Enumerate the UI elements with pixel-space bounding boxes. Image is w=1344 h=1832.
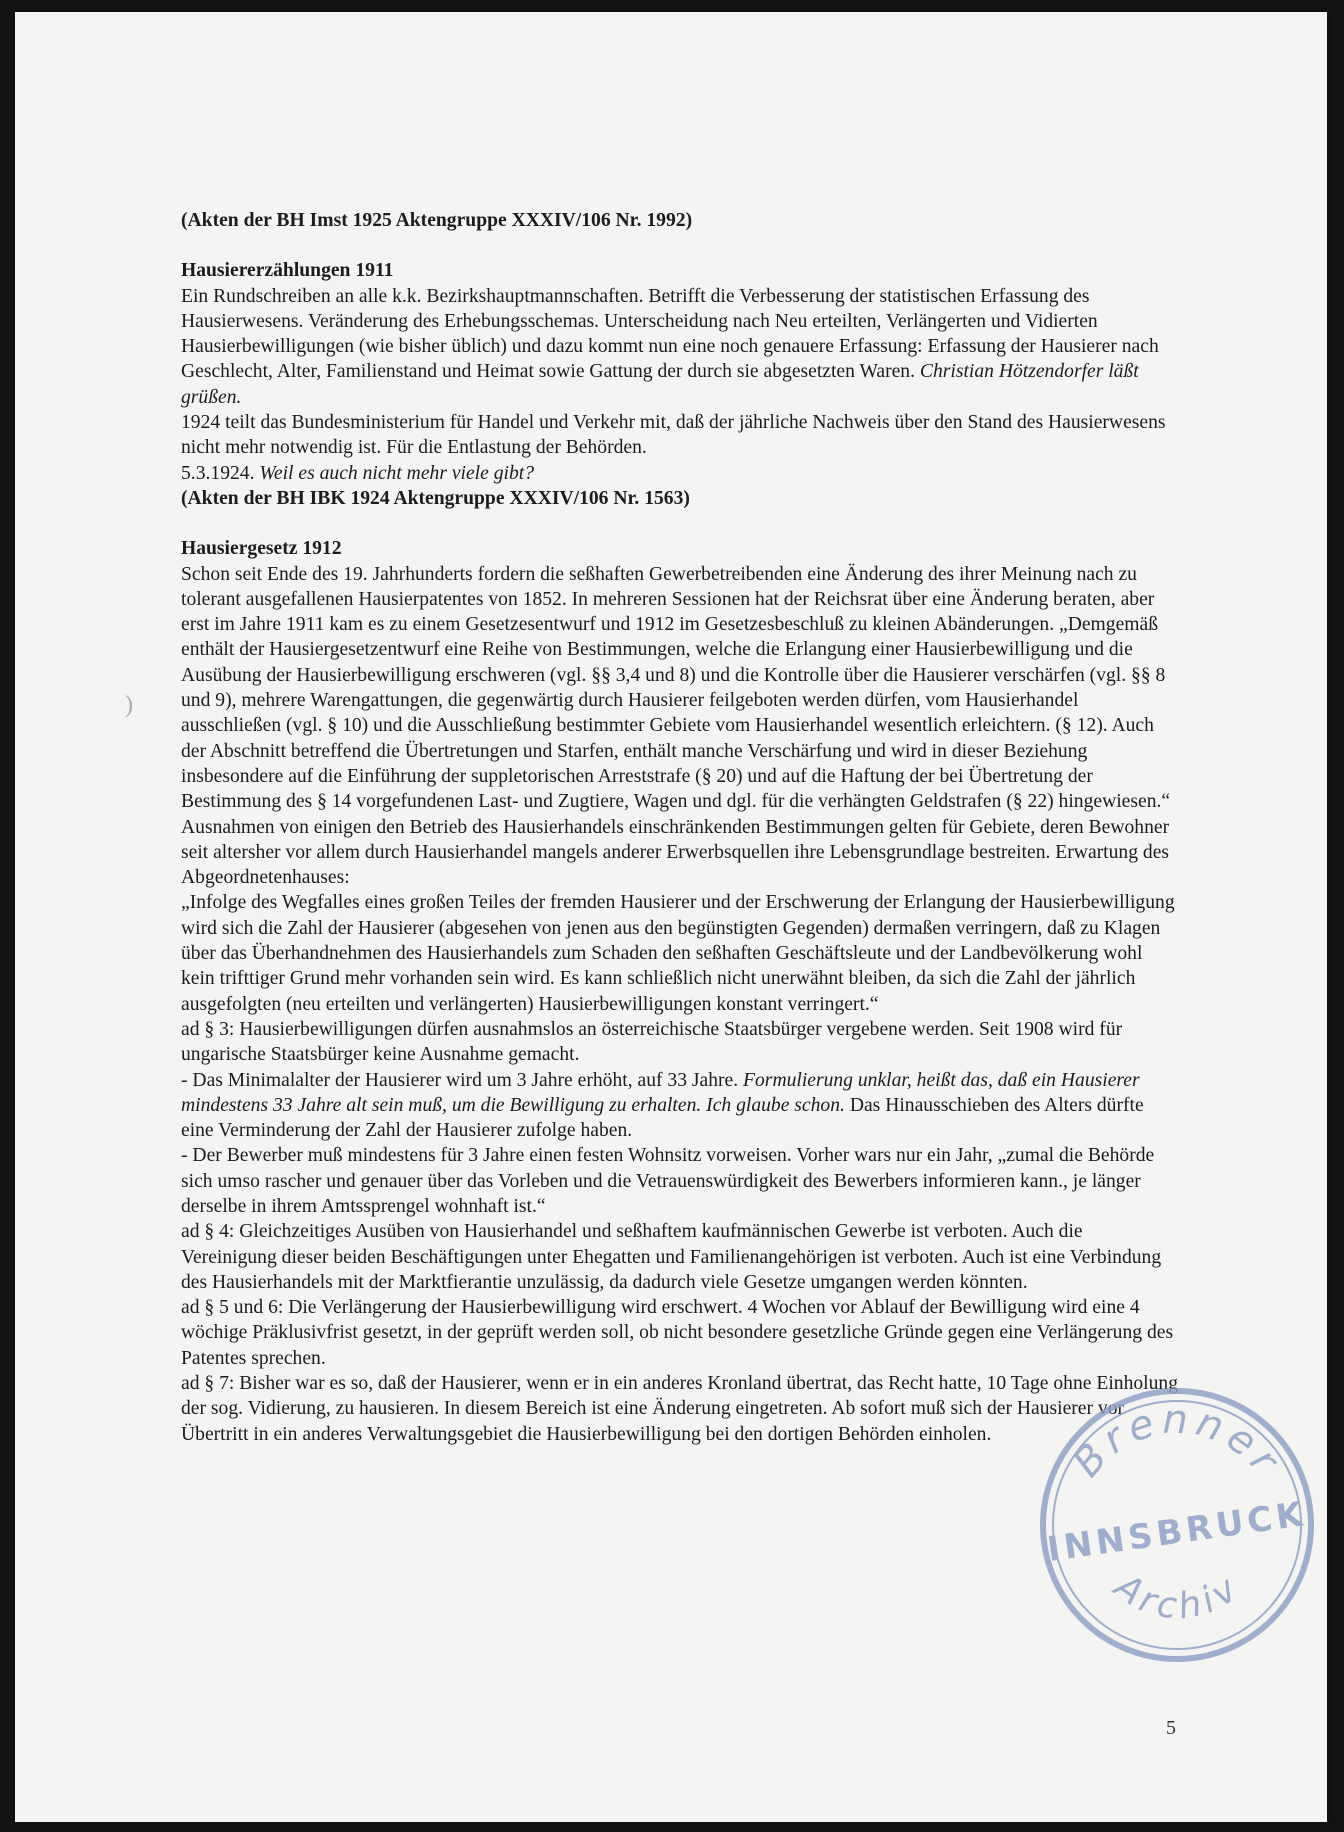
minimalalter-comment: Formulierung unklar, heißt das, daß ein Hausierer mindestens 33 Jahre alt sein muß, um die Bewilligung zu erhalten. Ich glaube schon. [181, 1069, 1140, 1116]
paragraph-wohnsitz: - Der Bewerber muß mindestens für 3 Jahre einen festen Wohnsitz vorweisen. Vorher wars nur ein Jahr, „zumal die Behörde sich umso rascher und genauer über das Vorleben und die Vetrauenswürdigkeit des Bewerbers informieren kann., je länger derselbe in ihrem Amtssprengel wohnhaft ist.“ [181, 1145, 1155, 1217]
paragraph-1924: 1924 teilt das Bundesministerium für Handel und Verkehr mit, daß der jährliche Nachweis über den Stand des Hausierwesens nicht mehr notwendig ist. Für die Entlastung der Behörden. [181, 412, 1166, 459]
document-body [181, 208, 1181, 1447]
paragraph-ad-3: ad § 3: Hausierbewilligungen dürfen ausnahmslos an österreichische Staatsbürger vergebene werden. Seit 1908 wird für ungarische Staatsbürger keine Ausnahme gemacht. [181, 1018, 1123, 1066]
paragraph-ad-4: ad § 4: Gleichzeitiges Ausüben von Hausierhandel und seßhaftem kaufmännischen Gewerbe ist verboten. Auch die Vereinigung dieser beiden Beschäftigungen unter Ehegatten und Familienangehörigen ist verboten. Auch ist eine Verbindung des Hausierhandels mit der Marktfierantie unzulässig, da dadurch viele Gesetze umgangen werden könnten. [181, 1221, 1162, 1293]
paragraph-hausiergesetz-intro: Schon seit Ende des 19. Jahrhunderts fordern die seßhaften Gewerbetreibenden eine Änderung des ihrer Meinung nach zu tolerant ausgefallenen Hausierpatentes von 1852. In mehreren Sessionen hat der Reichsrat über eine Änderung beraten, aber erst im Jahre 1911 kam es zu einem Gesetzesentwurf und 1912 im Gesetzesbeschluß zu kleinen Abänderungen. „Demgemäß enthält der Hausiergesetzentwurf eine Reihe von Bestimmungen, welche die Erlangung einer Hausierbewilligung und die Ausübung der Hausierbewilligung erschweren (vgl. §§ 3,4 und 8) und die Kontrolle über die Hausierer verschärfen (vgl. §§ 8 und 9), mehrere Warengattungen, die gegenwärtig durch Hausierer feilgeboten werden dürfen, vom Hausierhandel ausschließen (vgl. § 10) und die Ausschließung bestimmter Gebiete vom Hausierhandel wesentlich erleichtern. (§ 12). Auch der Abschnitt betreffend die Übertretungen und Starfen, enthält manche Verschärfung und wird in dieser Beziehung insbesondere auf die Einführung der suppletorischen Arreststrafe (§ 20) und auf die Haftung der bei Übertretung der Bestimmung des § 14 vorgefundenen Last- und Zugtiere, Wagen und dgl. für die verhängten Geldstrafen (§ 22) hingewiesen.“ [181, 563, 1171, 813]
paragraph-ad-5-6: ad § 5 und 6: Die Verlängerung der Hausierbewilligung wird erschwert. 4 Wochen vor Ablauf der Bewilligung wird eine 4 wöchige Präklusivfrist gesetzt, in der geprüft werden soll, ob nicht besondere gesetzliche Gründe gegen eine Verlängerung des Patentes sprechen. [181, 1297, 1174, 1369]
page-number: 5 [1166, 1717, 1176, 1739]
minimalalter-text: - Das Minimalalter der Hausierer wird um 3 Jahre erhöht, auf 33 Jahre. [181, 1069, 739, 1091]
paragraph-ausnahmen: Ausnahmen von einigen den Betrieb des Hausierhandels einschränkenden Bestimmungen gelten für Gebiete, deren Bewohner seit altersher vor allem durch Hausierhandel mangels anderer Erwerbsquellen ihre Lebensgrundlage bestreiten. Erwartung des Abgeordnetenhauses: [181, 816, 1170, 889]
rundschreiben-text: Ein Rundschreiben an alle k.k. Bezirkshauptmannschaften. Betrifft die Verbesserung der statistischen Erfassung des Hausierwesens. Veränderung des Erhebungsschemas. Unterscheidung nach Neu erteilten, Verlängerten und Vidierten Hausierbewilligungen (wie bisher üblich) und dazu kommt nun eine noch genauere Erfassung: Erfassung der Hausierer nach Geschlecht, Alter, Familienstand und Heimat sowie Gattung der durch sie abgesetzten Waren. [181, 285, 1159, 383]
date-comment: Weil es auch nicht mehr viele gibt? [259, 462, 534, 484]
minimalalter-text-2: Das Hinausschieben des Alters dürfte eine Verminderung der Zahl der Hausierer zufolge haben. [181, 1094, 1144, 1142]
archive-stamp [1035, 1383, 1319, 1667]
margin-mark: ) [125, 692, 133, 718]
date-text: 5.3.1924. [181, 462, 255, 484]
archive-reference-1: (Akten der BH Imst 1925 Aktengruppe XXXIV/106 Nr. 1992) [181, 210, 693, 231]
paragraph-date [181, 461, 1181, 486]
section-heading-hausiergesetz: Hausiergesetz 1912 [181, 538, 342, 560]
stamp-bottom-text: Archiv [1107, 1566, 1249, 1628]
stamp-top-text: Brenner [1064, 1396, 1291, 1486]
archive-reference-2: (Akten der BH IBK 1924 Aktengruppe XXXIV/106 Nr. 1563) [181, 487, 690, 509]
paragraph-minimalalter [181, 1068, 1181, 1144]
section-heading-hausiererzaehlungen: Hausiererzählungen 1911 [181, 260, 394, 282]
rundschreiben-comment: Christian Hötzendorfer läßt grüßen. [181, 361, 1139, 408]
paragraph-rundschreiben [181, 284, 1181, 410]
stamp-middle-text: INNSBRUCK [1044, 1494, 1309, 1570]
document-page [15, 12, 1327, 1822]
paragraph-ad-7: ad § 7: Bisher war es so, daß der Hausierer, wenn er in ein anderes Kronland übertrat, das Recht hatte, 10 Tage ohne Einholung der sog. Vidierung, zu hausieren. In diesem Bereich ist eine Änderung eingetreten. Ab sofort muß sich der Hausierer vor Übertritt in ein anderes Verwaltungsgebiet die Hausierbewilligung bei den dortigen Behörden einholen. [181, 1373, 1178, 1445]
paragraph-quote-abgeordnetenhaus: „Infolge des Wegfalles eines großen Teiles der fremden Hausierer und der Erschwerung der Erlangung der Hausierbewilligung wird sich die Zahl der Hausierer (abgesehen von jenen aus den begünstigten Gegenden) dermaßen verringern, daß zu Klagen über das Überhandnehmen des Hausierhandels zum Schaden den seßhaften Geschäftsleute und der Landbevölkerung wohl kein trifttiger Grund mehr vorhanden sein wird. Es kann schließlich nicht unerwähnt bleiben, da sich die Zahl der jährlich ausgefolgten (neu erteilten und verlängerten) Hausierbewilligungen konstant verringert.“ [181, 892, 1175, 1015]
